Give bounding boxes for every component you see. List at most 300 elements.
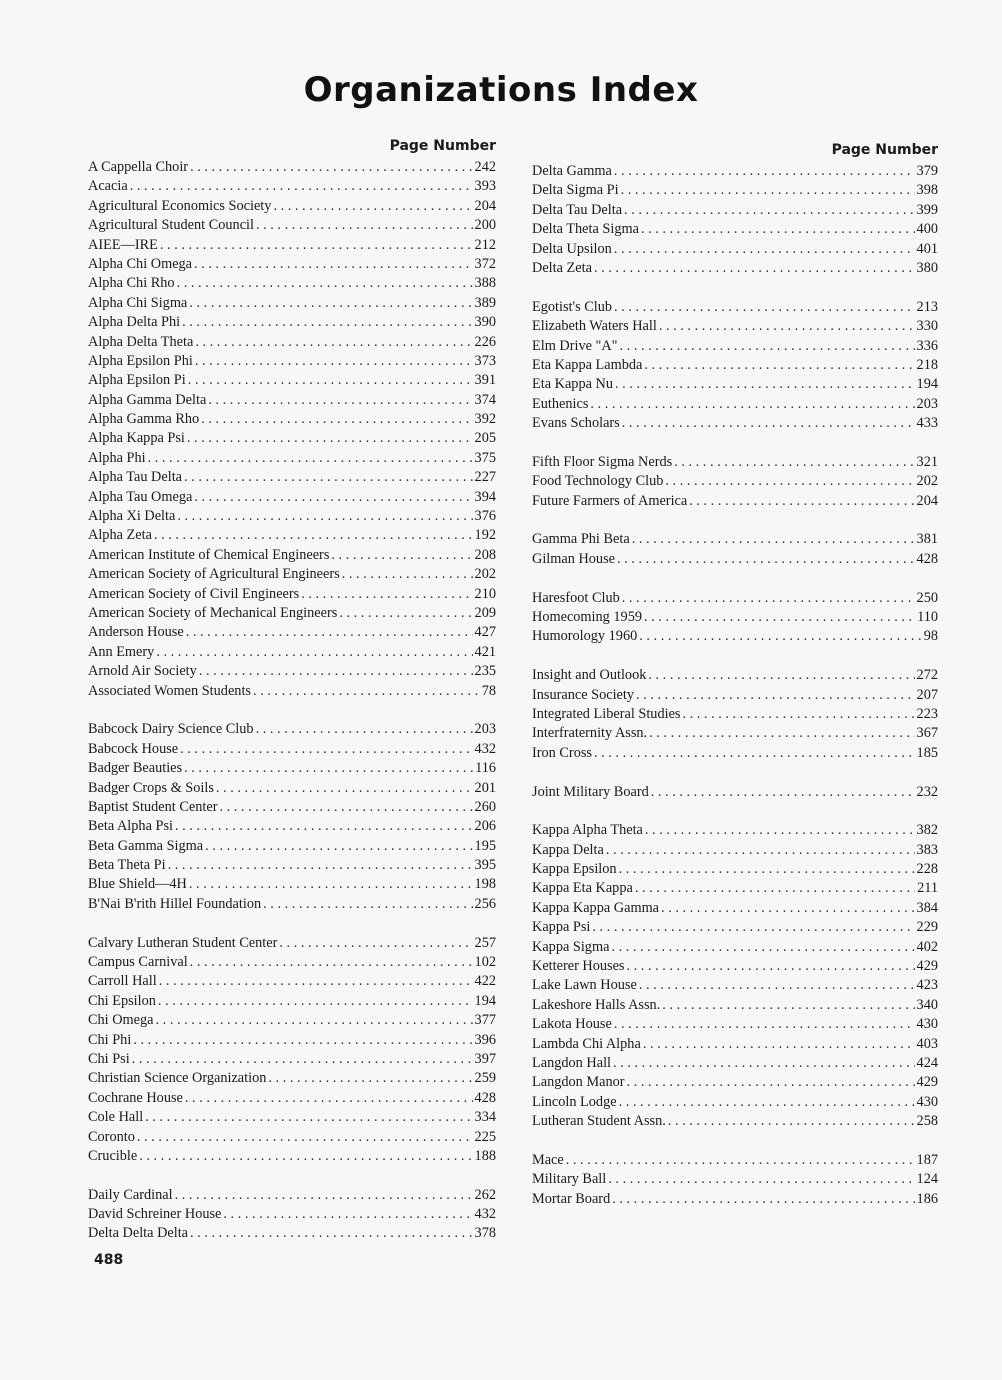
index-entry (88, 662, 496, 681)
index-entry (532, 976, 938, 995)
index-letter-group (532, 666, 938, 763)
index-entry (532, 1093, 938, 1112)
index-entry (88, 1089, 496, 1108)
index-entry (532, 627, 938, 646)
entry-name: American Society of Agricultural Engineers (88, 566, 340, 583)
entry-page-number: 424 (916, 1054, 938, 1071)
entry-name: Crucible (88, 1147, 138, 1164)
dot-leader (644, 356, 914, 375)
index-entry (532, 220, 938, 239)
entry-page-number: 380 (916, 259, 938, 276)
entry-page-number: 227 (474, 469, 496, 486)
entry-name: Mortar Board (532, 1190, 611, 1207)
page-number-header: Page Number (831, 142, 938, 158)
dot-leader (339, 604, 472, 623)
entry-name: Cochrane House (88, 1089, 183, 1106)
index-entry (88, 294, 496, 313)
index-entry (532, 666, 938, 685)
entry-page-number: 211 (917, 880, 938, 897)
entry-name: Anderson House (88, 624, 184, 641)
entry-page-number: 203 (916, 395, 938, 412)
index-entry (88, 1186, 496, 1205)
group-spacer (532, 1132, 938, 1151)
index-entry (532, 589, 938, 608)
index-letter-group (532, 162, 938, 278)
group-spacer (532, 647, 938, 666)
index-letter-group (532, 821, 938, 1131)
index-entry (88, 1108, 496, 1127)
dot-leader (180, 740, 472, 759)
entry-name: Lambda Chi Alpha (532, 1035, 641, 1052)
entry-name: Alpha Epsilon Pi (88, 372, 186, 389)
page-title: Organizations Index (303, 70, 699, 110)
index-entry (532, 375, 938, 394)
entry-name: Alpha Kappa Psi (88, 430, 185, 447)
dot-leader (187, 429, 473, 448)
index-column-right (532, 140, 938, 1209)
entry-page-number: 427 (474, 624, 496, 641)
entry-name: Delta Zeta (532, 259, 592, 276)
entry-page-number: 78 (481, 682, 496, 699)
index-entry (88, 934, 496, 953)
entry-name: Coronto (88, 1128, 135, 1145)
index-entry (532, 530, 938, 549)
entry-name: Egotist's Club (532, 298, 613, 315)
index-entry (88, 972, 496, 991)
entry-page-number: 226 (474, 333, 496, 350)
entry-page-number: 207 (916, 686, 938, 703)
dot-leader (159, 972, 473, 991)
entry-name: American Society of Civil Engineers (88, 585, 300, 602)
entry-page-number: 321 (916, 453, 938, 470)
index-entry (88, 313, 496, 332)
entry-name: Alpha Delta Phi (88, 314, 181, 331)
entry-page-number: 379 (916, 163, 938, 179)
index-entry (88, 837, 496, 856)
dot-leader (137, 1128, 473, 1147)
index-entry (88, 1069, 496, 1088)
index-entry (88, 371, 496, 390)
entry-name: Mace (532, 1151, 564, 1168)
entry-name: Humorology 1960 (532, 628, 638, 645)
entry-name: Beta Gamma Sigma (88, 837, 204, 854)
entry-page-number: 382 (916, 822, 938, 839)
entry-page-number: 428 (916, 550, 938, 567)
entry-name: Food Technology Club (532, 473, 664, 490)
group-spacer (88, 914, 496, 933)
entry-page-number: 257 (474, 934, 496, 951)
entry-name: Insight and Outlook (532, 667, 647, 684)
entry-name: Beta Theta Pi (88, 857, 166, 874)
entry-name: Alpha Zeta (88, 527, 152, 544)
dot-leader (268, 1069, 472, 1088)
index-entry (88, 565, 496, 584)
group-spacer (532, 569, 938, 588)
dot-leader (624, 201, 915, 220)
entry-page-number: 208 (474, 546, 496, 563)
entry-name: Alpha Xi Delta (88, 508, 176, 525)
dot-leader (636, 686, 915, 705)
dot-leader (190, 953, 473, 972)
entry-name: Alpha Epsilon Phi (88, 352, 193, 369)
folio-page-number: 488 (94, 1252, 124, 1268)
entry-page-number: 260 (474, 798, 496, 815)
entry-name: Arnold Air Society (88, 663, 197, 680)
dot-leader (177, 507, 472, 526)
entry-name: Military Ball (532, 1171, 607, 1188)
dot-leader (188, 371, 473, 390)
entry-page-number: 110 (917, 608, 938, 625)
entry-page-number: 393 (474, 178, 496, 195)
index-entry (88, 526, 496, 545)
index-entry (88, 410, 496, 429)
entry-page-number: 213 (916, 298, 938, 315)
index-entry (88, 546, 496, 565)
dot-leader (219, 798, 472, 817)
index-entry (532, 472, 938, 491)
entry-name: Associated Women Students (88, 682, 251, 699)
group-spacer (88, 1166, 496, 1185)
index-entry (532, 259, 938, 278)
entry-page-number: 202 (916, 473, 938, 490)
dot-leader (649, 724, 914, 743)
dot-leader (130, 177, 473, 196)
entry-name: American Society of Mechanical Engineers (88, 604, 338, 621)
entry-page-number: 204 (474, 197, 496, 214)
entry-page-number: 200 (474, 217, 496, 234)
entry-page-number: 188 (474, 1147, 496, 1164)
index-letter-group (88, 934, 496, 1167)
entry-page-number: 250 (916, 589, 938, 606)
index-entry (532, 395, 938, 414)
index-entry (88, 643, 496, 662)
dot-leader (627, 957, 915, 976)
dot-leader (154, 526, 473, 545)
entry-name: Langdon Manor (532, 1074, 625, 1091)
dot-leader (682, 705, 914, 724)
index-entry (532, 724, 938, 743)
entry-page-number: 330 (916, 318, 938, 335)
entry-page-number: 186 (916, 1190, 938, 1207)
entry-page-number: 334 (474, 1109, 496, 1126)
index-letter-group (532, 530, 938, 569)
index-letter-group (532, 589, 938, 647)
dot-leader (132, 1050, 473, 1069)
index-entry (88, 468, 496, 487)
entry-page-number: 235 (474, 663, 496, 680)
entry-page-number: 194 (474, 992, 496, 1009)
index-entry (88, 429, 496, 448)
index-entry (88, 333, 496, 352)
entry-name: Kappa Eta Kappa (532, 880, 633, 897)
entry-name: Chi Epsilon (88, 992, 156, 1009)
entry-page-number: 396 (474, 1031, 496, 1048)
entry-page-number: 374 (474, 391, 496, 408)
index-entry (88, 507, 496, 526)
index-entry (532, 298, 938, 317)
entry-name: Cole Hall (88, 1109, 144, 1126)
index-entry (532, 783, 938, 802)
entry-name: Blue Shield—4H (88, 876, 187, 893)
entry-name: A Cappella Choir (88, 159, 189, 175)
entry-name: Lakota House (532, 1016, 612, 1033)
entry-name: AIEE—IRE (88, 236, 158, 253)
entry-name: Interfraternity Assn. (532, 725, 648, 742)
dot-leader (184, 468, 473, 487)
entry-page-number: 402 (916, 938, 938, 955)
index-entry (532, 860, 938, 879)
dot-leader (639, 627, 921, 646)
entry-page-number: 223 (916, 705, 938, 722)
entry-page-number: 377 (474, 1012, 496, 1029)
index-entry (532, 608, 938, 627)
dot-leader (627, 1073, 915, 1092)
dot-leader (133, 1031, 472, 1050)
entry-name: Alpha Tau Delta (88, 469, 183, 486)
entry-page-number: 384 (916, 899, 938, 916)
dot-leader (661, 899, 915, 918)
entry-name: Gilman House (532, 550, 615, 567)
entry-name: Lakeshore Halls Assn. (532, 996, 661, 1013)
index-letter-group (532, 453, 938, 511)
entry-page-number: 98 (923, 628, 938, 645)
index-entry (88, 623, 496, 642)
dot-leader (342, 565, 473, 584)
index-entry (532, 201, 938, 220)
dot-leader (263, 895, 472, 914)
dot-leader (674, 453, 914, 472)
index-entry (532, 162, 938, 181)
dot-leader (186, 623, 473, 642)
entry-name: Haresfoot Club (532, 589, 620, 606)
index-entry (88, 197, 496, 216)
entry-page-number: 262 (474, 1186, 496, 1203)
entry-name: Alpha Phi (88, 449, 146, 466)
index-letter-group (88, 1186, 496, 1244)
index-entry (88, 255, 496, 274)
entry-name: Lake Lawn House (532, 977, 637, 994)
entry-name: Kappa Epsilon (532, 861, 617, 878)
entry-page-number: 194 (916, 376, 938, 393)
dot-leader (592, 918, 914, 937)
entry-page-number: 422 (474, 973, 496, 990)
entry-name: Gamma Phi Beta (532, 531, 630, 548)
index-entry (88, 1031, 496, 1050)
index-entry (88, 216, 496, 235)
dot-leader (168, 856, 473, 875)
entry-page-number: 201 (474, 779, 496, 796)
entry-name: Delta Tau Delta (532, 201, 623, 218)
entry-page-number: 375 (474, 449, 496, 466)
entry-name: Daily Cardinal (88, 1186, 173, 1203)
index-entry (532, 356, 938, 375)
dot-leader (689, 492, 914, 511)
index-entry (532, 1015, 938, 1034)
dot-leader (156, 1011, 473, 1030)
entry-page-number: 242 (474, 159, 496, 175)
index-entry (88, 953, 496, 972)
entry-page-number: 124 (916, 1171, 938, 1188)
dot-leader (620, 337, 915, 356)
entry-page-number: 209 (474, 604, 496, 621)
index-letter-group (532, 298, 938, 434)
entry-page-number: 399 (916, 201, 938, 218)
entry-name: Agricultural Student Council (88, 217, 254, 234)
entry-page-number: 225 (474, 1128, 496, 1145)
entry-page-number: 432 (474, 1206, 496, 1223)
dot-leader (608, 1170, 914, 1189)
entry-page-number: 198 (474, 876, 496, 893)
index-entry (88, 895, 496, 914)
dot-leader (189, 294, 472, 313)
dot-leader (301, 585, 472, 604)
dot-leader (594, 744, 915, 763)
entry-name: Badger Beauties (88, 760, 183, 777)
dot-leader (253, 682, 480, 701)
dot-leader (594, 259, 915, 278)
entry-page-number: 187 (916, 1151, 938, 1168)
entry-page-number: 430 (916, 1016, 938, 1033)
index-entry (88, 875, 496, 894)
dot-leader (185, 1089, 473, 1108)
entry-name: Kappa Kappa Gamma (532, 899, 660, 916)
index-entry (532, 686, 938, 705)
dot-leader (566, 1151, 915, 1170)
dot-leader (644, 608, 915, 627)
index-entry (88, 779, 496, 798)
entry-name: Elm Drive "A" (532, 337, 618, 354)
index-entry (88, 720, 496, 739)
dot-leader (177, 274, 473, 293)
entry-page-number: 390 (474, 314, 496, 331)
entry-page-number: 398 (916, 182, 938, 199)
dot-leader (201, 410, 472, 429)
index-entry (532, 744, 938, 763)
index-entry (88, 1128, 496, 1147)
index-entry (532, 957, 938, 976)
dot-leader (216, 779, 473, 798)
entry-page-number: 205 (474, 430, 496, 447)
dot-leader (139, 1147, 472, 1166)
dot-leader (614, 162, 915, 181)
index-entry (532, 550, 938, 569)
dot-leader (614, 240, 915, 259)
entry-page-number: 192 (474, 527, 496, 544)
index-entry (88, 856, 496, 875)
entry-name: Delta Theta Sigma (532, 221, 639, 238)
entry-name: Carroll Hall (88, 973, 157, 990)
entry-name: Eta Kappa Lambda (532, 356, 643, 373)
entry-name: Campus Carnival (88, 954, 188, 971)
entry-name: Future Farmers of America (532, 492, 688, 509)
index-entry (88, 1147, 496, 1166)
entry-page-number: 258 (916, 1113, 938, 1130)
entry-page-number: 430 (916, 1093, 938, 1110)
entry-page-number: 391 (474, 372, 496, 389)
entry-name: Eta Kappa Nu (532, 376, 613, 393)
dot-leader (279, 934, 472, 953)
index-entry (532, 918, 938, 937)
entry-name: Chi Phi (88, 1031, 132, 1048)
index-entry (532, 1054, 938, 1073)
entry-page-number: 256 (474, 895, 496, 912)
index-entry (88, 391, 496, 410)
dot-leader (659, 317, 915, 336)
index-entry (88, 992, 496, 1011)
entry-name: David Schreiner House (88, 1206, 222, 1223)
index-entry (532, 996, 938, 1015)
index-entry (532, 841, 938, 860)
dot-leader (665, 472, 914, 491)
entry-name: Homecoming 1959 (532, 608, 642, 625)
dot-leader (273, 197, 472, 216)
entry-page-number: 202 (474, 566, 496, 583)
dot-leader (621, 181, 915, 200)
index-entry (532, 705, 938, 724)
entry-name: Alpha Chi Rho (88, 275, 175, 292)
index-entry (532, 879, 938, 898)
entry-name: Beta Alpha Psi (88, 818, 173, 835)
dot-leader (205, 837, 472, 856)
entry-page-number: 185 (916, 744, 938, 761)
entry-page-number: 403 (916, 1035, 938, 1052)
dot-leader (615, 375, 915, 394)
index-entry (88, 177, 496, 196)
entry-name: B'Nai B'rith Hillel Foundation (88, 895, 262, 912)
entry-name: Delta Sigma Pi (532, 182, 619, 199)
index-entry (532, 240, 938, 259)
entry-name: Delta Delta Delta (88, 1225, 189, 1242)
dot-leader (331, 546, 472, 565)
entry-name: American Institute of Chemical Engineers (88, 546, 330, 563)
entry-name: Evans Scholars (532, 415, 620, 432)
index-entry (88, 352, 496, 371)
entry-name: Insurance Society (532, 686, 635, 703)
dot-leader (156, 643, 472, 662)
entry-name: Babcock Dairy Science Club (88, 721, 254, 738)
dot-leader (651, 783, 915, 802)
entry-page-number: 383 (916, 841, 938, 858)
dot-leader (611, 938, 914, 957)
entry-name: Alpha Tau Omega (88, 488, 193, 505)
index-entry (532, 317, 938, 336)
group-spacer (532, 278, 938, 297)
entry-page-number: 102 (474, 954, 496, 971)
entry-page-number: 381 (916, 531, 938, 548)
entry-name: Christian Science Organization (88, 1070, 267, 1087)
dot-leader (189, 875, 473, 894)
index-entry (88, 236, 496, 255)
dot-leader (662, 996, 914, 1015)
dot-leader (619, 1093, 915, 1112)
entry-name: Kappa Alpha Theta (532, 822, 643, 839)
entry-name: Chi Psi (88, 1050, 130, 1067)
index-entry (88, 740, 496, 759)
index-column-left (88, 136, 496, 1244)
entry-page-number: 432 (474, 740, 496, 757)
dot-leader (148, 449, 473, 468)
entry-page-number: 259 (474, 1070, 496, 1087)
index-entry (532, 414, 938, 433)
index-letter-group (532, 783, 938, 802)
entry-page-number: 428 (474, 1089, 496, 1106)
dot-leader (641, 220, 915, 239)
dot-leader (617, 550, 915, 569)
dot-leader (590, 395, 914, 414)
entry-page-number: 212 (474, 236, 496, 253)
dot-leader (195, 333, 472, 352)
dot-leader (619, 860, 915, 879)
